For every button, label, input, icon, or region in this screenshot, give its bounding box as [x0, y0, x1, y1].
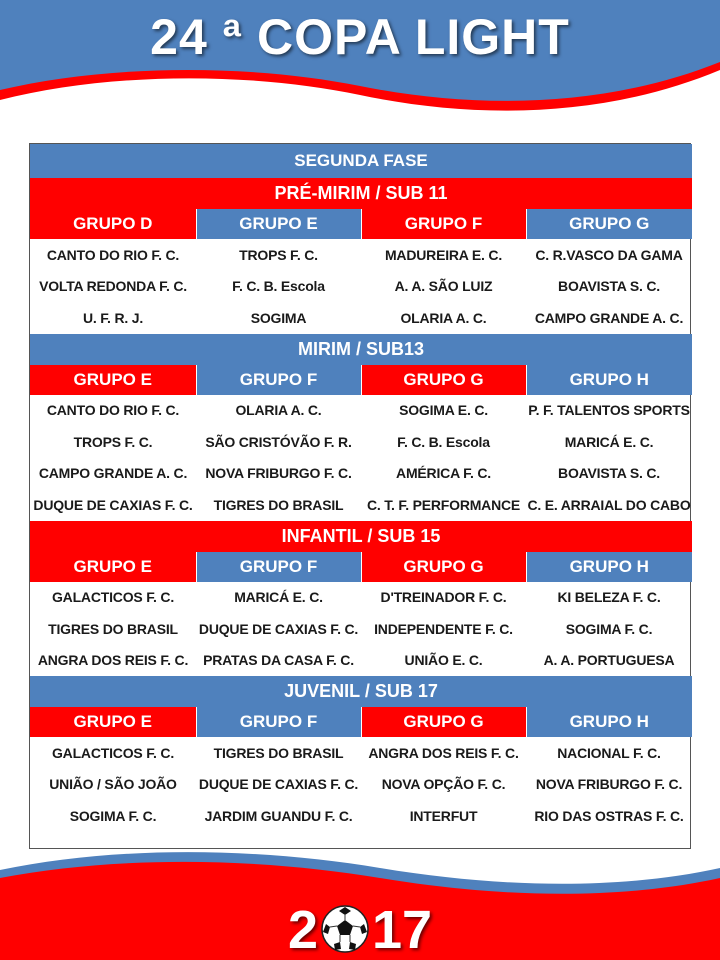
team-name: NOVA OPÇÃO F. C. [381, 776, 506, 793]
group-label: GRUPO G [526, 209, 692, 239]
team-name: CANTO DO RIO F. C. [46, 402, 180, 419]
team-name: C. T. F. PERFORMANCE [366, 496, 521, 513]
group-header-row [30, 707, 692, 737]
team-name: F. C. B. Escola [232, 278, 325, 295]
team-name: CANTO DO RIO F. C. [46, 246, 180, 263]
team-row [30, 613, 692, 645]
group-label: GRUPO G [361, 552, 526, 582]
category-title: JUVENIL / SUB 17 [30, 676, 692, 707]
category-header [30, 178, 692, 209]
group-label: GRUPO H [526, 707, 692, 737]
group-header-row [30, 552, 692, 582]
soccer-ball-icon [320, 904, 370, 954]
team-row [30, 271, 692, 303]
team-name: TROPS F. C. [239, 246, 318, 263]
phase-title: SEGUNDA FASE [30, 144, 692, 178]
group-label: GRUPO G [361, 365, 526, 395]
team-name: TIGRES DO BRASIL [48, 620, 178, 637]
team-name: C. E. ARRAIAL DO CABO [527, 496, 691, 513]
team-name: OLARIA A. C. [400, 309, 487, 326]
team-row [30, 737, 692, 769]
team-name: DUQUE DE CAXIAS F. C. [198, 620, 359, 637]
team-name: MARICÁ E. C. [234, 589, 323, 606]
group-label: GRUPO F [361, 209, 526, 239]
team-name: GALACTICOS F. C. [51, 744, 175, 761]
group-label: GRUPO F [196, 365, 361, 395]
team-name: NOVA FRIBURGO F. C. [535, 776, 683, 793]
team-name: CAMPO GRANDE A. C. [38, 465, 188, 482]
team-name: TIGRES DO BRASIL [213, 496, 344, 513]
team-name: SOGIMA F. C. [69, 807, 157, 824]
category-header [30, 676, 692, 707]
category-header [30, 334, 692, 365]
team-name: ANGRA DOS REIS F. C. [368, 744, 519, 761]
team-name: PRATAS DA CASA F. C. [203, 652, 354, 669]
team-name: GALACTICOS F. C. [51, 589, 175, 606]
category-title: PRÉ-MIRIM / SUB 11 [30, 178, 692, 209]
team-row [30, 458, 692, 490]
group-label: GRUPO F [196, 707, 361, 737]
team-name: VOLTA REDONDA F. C. [39, 278, 187, 295]
team-name: UNIÃO / SÃO JOÃO [49, 776, 177, 793]
team-row [30, 582, 692, 614]
footer-year [0, 900, 720, 960]
group-label: GRUPO H [526, 365, 692, 395]
team-name: DUQUE DE CAXIAS F. C. [198, 776, 359, 793]
team-name: KI BELEZA F. C. [557, 589, 661, 606]
team-row [30, 769, 692, 801]
team-name: INDEPENDENTE F. C. [374, 620, 513, 637]
year-digit: 2 [287, 900, 318, 960]
team-name: P. F. TALENTOS SPORTS [528, 402, 690, 419]
team-name: JARDIM GUANDU F. C. [204, 807, 353, 824]
team-name: SOGIMA [250, 309, 307, 326]
category-title: MIRIM / SUB13 [30, 334, 692, 365]
team-name: CAMPO GRANDE A. C. [534, 309, 684, 326]
team-name: F. C. B. Escola [397, 433, 490, 450]
team-name: SOGIMA F. C. [565, 620, 653, 637]
team-name: U. F. R. J. [82, 309, 144, 326]
team-name: BOAVISTA S. C. [558, 465, 660, 482]
team-row [30, 645, 692, 677]
team-row [30, 800, 692, 832]
group-label: GRUPO D [30, 209, 196, 239]
group-header-row [30, 209, 692, 239]
team-row [30, 239, 692, 271]
team-name: NACIONAL F. C. [557, 744, 661, 761]
team-name: ANGRA DOS REIS F. C. [37, 652, 189, 669]
team-name: RIO DAS OSTRAS F. C. [534, 807, 684, 824]
team-name: DUQUE DE CAXIAS F. C. [33, 496, 193, 513]
team-name: TIGRES DO BRASIL [213, 744, 344, 761]
team-name: A. A. PORTUGUESA [543, 652, 675, 669]
phase-header-row [30, 144, 692, 178]
page-title: 24 ª COPA LIGHT [150, 9, 570, 65]
group-label: GRUPO G [361, 707, 526, 737]
team-name: SÃO CRISTÓVÃO F. R. [205, 433, 352, 450]
team-name: UNIÃO E. C. [404, 652, 483, 669]
team-name: OLARIA A. C. [235, 402, 322, 419]
group-header-row [30, 365, 692, 395]
year-digits: 17 [371, 900, 433, 960]
group-label: GRUPO H [526, 552, 692, 582]
team-row [30, 426, 692, 458]
team-name: MARICÁ E. C. [564, 433, 654, 450]
groups-table [29, 143, 691, 849]
group-label: GRUPO E [196, 209, 361, 239]
team-name: A. A. SÃO LUIZ [394, 278, 493, 295]
team-name: D'TREINADOR F. C. [380, 589, 507, 606]
team-name: INTERFUT [409, 807, 478, 824]
team-name: SOGIMA E. C. [399, 402, 488, 419]
team-name: AMÉRICA F. C. [396, 465, 491, 482]
group-label: GRUPO E [30, 552, 196, 582]
category-title: INFANTIL / SUB 15 [30, 521, 692, 552]
team-name: MADUREIRA E. C. [384, 246, 503, 263]
category-header [30, 521, 692, 552]
team-row [30, 489, 692, 521]
group-label: GRUPO F [196, 552, 361, 582]
group-label: GRUPO E [30, 365, 196, 395]
group-label: GRUPO E [30, 707, 196, 737]
team-name: NOVA FRIBURGO F. C. [205, 465, 352, 482]
team-row [30, 302, 692, 334]
team-name: C. R.VASCO DA GAMA [535, 246, 683, 263]
team-row [30, 395, 692, 427]
team-name: BOAVISTA S. C. [558, 278, 660, 295]
team-name: TROPS F. C. [73, 433, 153, 450]
